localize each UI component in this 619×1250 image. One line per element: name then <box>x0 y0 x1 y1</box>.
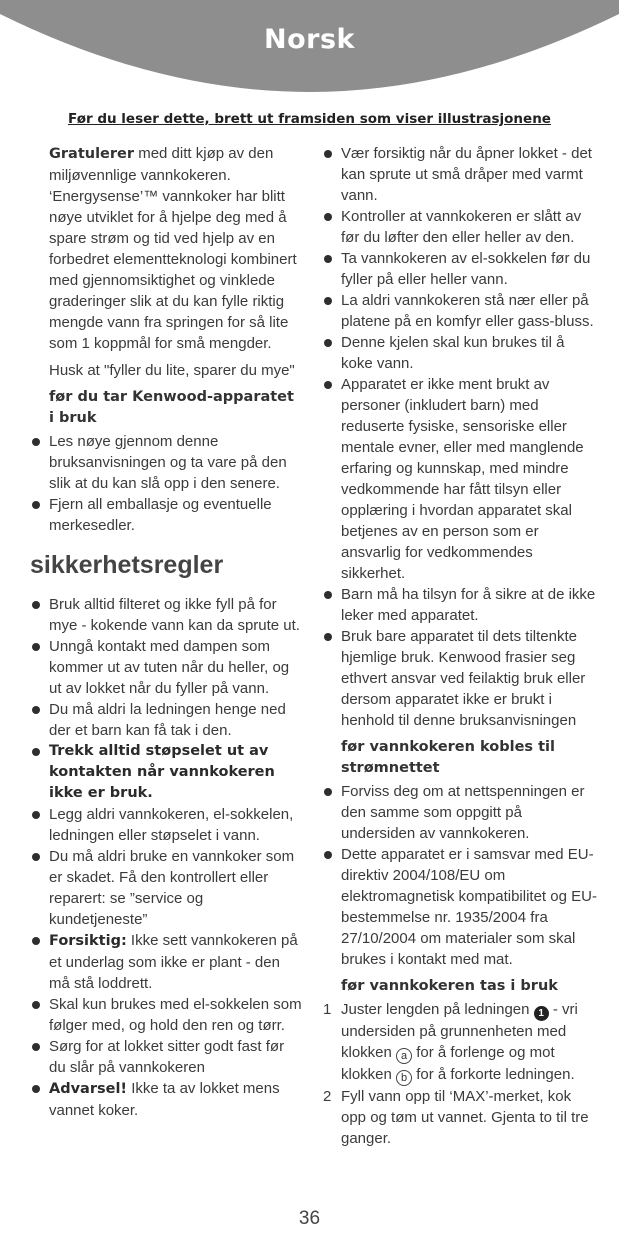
list-item: Du må aldri bruke en vannkoker som er skadet. Få den kontrollert eller reparert: se ”service og kundetjeneste” <box>30 846 302 930</box>
list-item: Legg aldri vannkokeren, el-sokkelen, ledningen eller støpselet i vann. <box>30 804 302 846</box>
step-text: Fyll vann opp til ‘MAX’-merket, kok opp og tøm ut vannet. Gjenta to til tre ganger. <box>341 1088 589 1147</box>
before-use-list <box>30 431 302 536</box>
page-number: 36 <box>298 1208 321 1229</box>
list-item: Skal kun brukes med el-sokkelen som følger med, og hold den ren og tørr. <box>30 994 302 1036</box>
before-use-heading: før du tar Kenwood-apparatet i bruk <box>49 389 294 426</box>
first-use-steps <box>322 999 598 1149</box>
right-column <box>322 143 598 1149</box>
list-item <box>30 1078 302 1121</box>
left-column <box>30 143 302 1121</box>
step-item <box>322 1086 598 1149</box>
warning-text: Ikke ta av lokket mens vannet koker. <box>49 1080 280 1119</box>
list-item: La aldri vannkokeren stå nær eller på platene på en komfyr eller gass-bluss. <box>322 290 598 332</box>
list-item: Denne kjelen skal kun brukes til å koke vann. <box>322 332 598 374</box>
first-use-heading: før vannkokeren tas i bruk <box>341 978 558 994</box>
list-item: Fjern all emballasje og eventuelle merkesedler. <box>30 494 302 536</box>
header-band <box>0 0 619 100</box>
list-item: Apparatet er ikke ment brukt av personer (inkludert barn) med reduserte fysiske, sensoriske eller mentale evner, eller med manglende erfaring og kunnskap, med mindre vedkommende har fått tilsyn eller opplæring i hvordan apparatet skal betjenes av en person som er ansvarlig for vedkommendes sikkerhet. <box>322 374 598 584</box>
list-item: Ta vannkokeren av el-sokkelen før du fyller på eller heller vann. <box>322 248 598 290</box>
connect-list <box>322 781 598 970</box>
list-item: Bruk alltid filteret og ikke fyll på for mye - kokende vann kan da sprute ut. <box>30 594 302 636</box>
figure-ref-1-icon: 1 <box>534 1006 549 1021</box>
list-item-warning: Trekk alltid støpselet ut av kontakten når vannkokeren ikke er bruk. <box>30 741 302 804</box>
list-item: Dette apparatet er i samsvar med EU-direktiv 2004/108/EU om elektromagnetisk kompatibilitet og EU-bestemmelse nr. 1935/2004 fra 27/10/2004 om materialer som skal brukes i kontakt med mat. <box>322 844 598 970</box>
intro-quote: Husk at "fyller du lite, sparer du mye" <box>49 362 295 379</box>
step-text: for å forkorte ledningen. <box>412 1066 575 1083</box>
list-item: Du må aldri la ledningen henge ned der et barn kan få tak i den. <box>30 699 302 741</box>
intro-text: med ditt kjøp av den miljøvennlige vannkokeren. ‘Energysense’™ vannkoker har blitt nøye utviklet for å hjelpe deg med å spare strøm og tid ved hjelp av en forbedret elementteknologi kombinert med gjennomsiktighet og vinklede graderinger slik at du kan fylle riktig mengde vann fra springen for så lite som 1 koppmål for små mengder. <box>49 145 297 352</box>
list-item: Vær forsiktig når du åpner lokket - det kan sprute ut små dråper med varmt vann. <box>322 143 598 206</box>
step-number: 1 <box>323 1001 332 1018</box>
caution-label: Forsiktig: <box>49 933 127 949</box>
list-item <box>30 930 302 994</box>
connect-heading: før vannkokeren kobles til strømnettet <box>341 739 555 776</box>
step-text: for å forlenge og mot klokken <box>341 1044 555 1083</box>
figure-ref-a-icon: a <box>396 1048 412 1064</box>
list-item: Les nøye gjennom denne bruksanvisningen og ta vare på den slik at du kan slå opp i den senere. <box>30 431 302 494</box>
safety-list-left <box>30 594 302 1121</box>
list-item: Sørg for at lokket sitter godt fast før du slår på vannkokeren <box>30 1036 302 1078</box>
step-number: 2 <box>323 1088 332 1105</box>
safety-section-title: sikkerhetsregler <box>30 551 224 579</box>
step-text: Juster lengden på ledningen <box>341 1001 534 1018</box>
page-title: Norsk <box>264 24 355 55</box>
list-item: Forviss deg om at nettspenningen er den samme som oppgitt på undersiden av vannkokeren. <box>322 781 598 844</box>
intro-lead: Gratulerer <box>49 146 135 162</box>
intro-paragraph <box>30 143 302 354</box>
fold-out-notice: Før du leser dette, brett ut framsiden som viser illustrasjonene <box>68 111 551 127</box>
warning-label: Advarsel! <box>49 1081 128 1097</box>
list-item: Barn må ha tilsyn for å sikre at de ikke leker med apparatet. <box>322 584 598 626</box>
safety-list-right <box>322 143 598 731</box>
figure-ref-b-icon: b <box>396 1070 412 1086</box>
list-item: Bruk bare apparatet til dets tiltenkte hjemlige bruk. Kenwood frasier seg ethvert ansvar ved feilaktig bruk eller dersom apparatet ikke er brukt i henhold til denne bruksanvisningen <box>322 626 598 731</box>
caution-text: Ikke sett vannkokeren på et underlag som ikke er plant - den må stå loddrett. <box>49 932 298 992</box>
list-item: Kontroller at vannkokeren er slått av før du løfter den eller heller av den. <box>322 206 598 248</box>
step-text: - vri undersiden på grunnenheten med klokken <box>341 1001 578 1061</box>
step-item <box>322 999 598 1086</box>
list-item: Unngå kontakt med dampen som kommer ut av tuten når du heller, og ut av lokket når du fyller på vann. <box>30 636 302 699</box>
